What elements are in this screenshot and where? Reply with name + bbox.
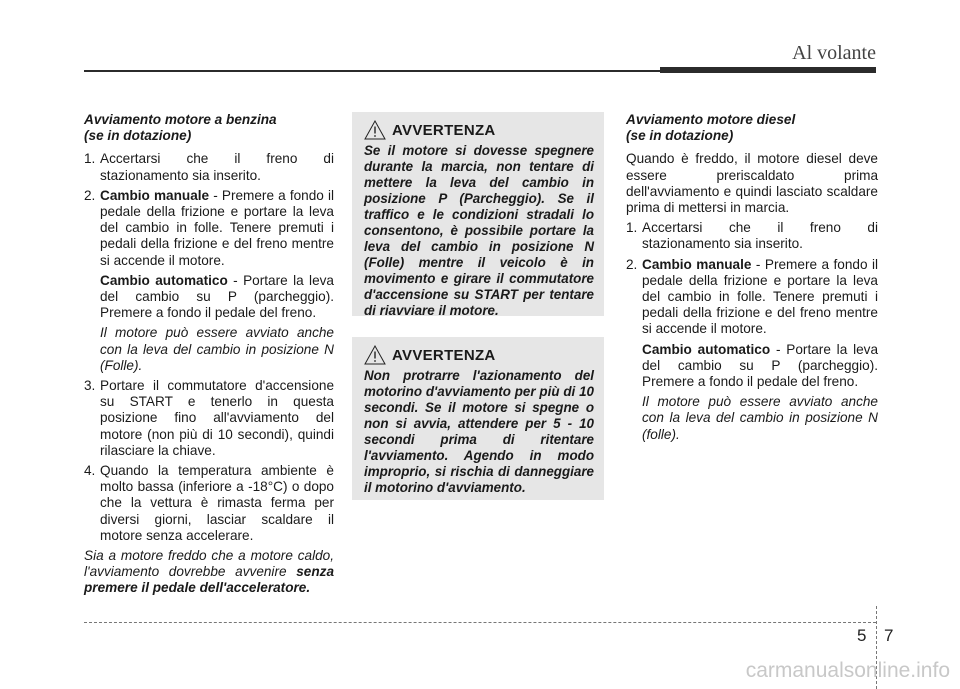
petrol-start-section bbox=[84, 112, 334, 601]
page-number: 7 bbox=[884, 626, 894, 645]
closing-note: Sia a motore freddo che a motore caldo, l'avviamento dovrebbe avvenire senza premere il pedale dell'acceleratore. bbox=[84, 548, 334, 596]
section-heading: Avviamento motore diesel (se in dotazione) bbox=[626, 112, 796, 144]
section-heading: Avviamento motore a benzina (se in dotazione) bbox=[84, 112, 277, 144]
warning-title: AVVERTENZA bbox=[392, 121, 496, 139]
step-item: 1. Accertarsi che il freno di stazionamento sia inserito. bbox=[84, 151, 334, 183]
step-item: 2. Cambio manuale - Premere a fondo il pedale della frizione e portare la leva del cambio in folle. Tenere premuti i pedali della frizione e del freno mentre si accende il motore. bbox=[84, 187, 334, 268]
step-item: 3. Portare il commutatore d'accensione su START e tenerlo in questa posizione fino all'avviamento del motore (non più di 10 secondi), quindi rilasciare la chiave. bbox=[84, 378, 334, 458]
step-item: 4. Quando la temperatura ambiente è molto bassa (inferiore a -18°C) o dopo che la vettura è rimasta ferma per diversi giorni, lasciar scaldare il motore senza accelerare. bbox=[84, 463, 334, 543]
neutral-note: Il motore può essere avviato anche con la leva del cambio in posizione N (folle). bbox=[642, 394, 878, 442]
warning-triangle-icon bbox=[364, 120, 386, 140]
warning-header bbox=[364, 345, 496, 365]
intro-paragraph: Quando è freddo, il motore diesel deve essere preriscaldato prima dell'avviamento e quindi lasciato scaldare prima di mettersi in marcia. bbox=[626, 151, 878, 216]
diesel-start-section bbox=[626, 112, 878, 447]
warning-box bbox=[352, 112, 604, 316]
step-item: 2. Cambio manuale - Premere a fondo il pedale della frizione e portare la leva del cambio in folle. Tenere premuti i pedali della frizione e del freno mentre si accende il motore. bbox=[626, 256, 879, 337]
warning-text: Non protrarre l'azionamento del motorino d'avviamento per più di 10 secondi. Se il motore si spegne o non si avvia, attendere per 5 - 10 secondi prima di ritentare l'avviamento. Agendo in modo improprio, si rischia di danneggiare il motorino d'avviamento. bbox=[364, 368, 594, 495]
warning-text: Se il motore si dovesse spegnere durante la marcia, non tentare di mettere la leva del cambio in posizione P (Parcheggio). Se il traffico e le condizioni stradali lo consentono, è possibile portare la leva del cambio in posizione N (Folle) mentre il veicolo è in movimento e girare il commutatore d'accensione su START per tentare di riavviare il motore. bbox=[364, 143, 594, 318]
chapter-number: 5 bbox=[857, 626, 867, 645]
warning-triangle-icon bbox=[364, 345, 386, 365]
footer-rule bbox=[84, 622, 876, 623]
page-header-title: Al volante bbox=[792, 42, 876, 64]
neutral-note: Il motore può essere avviato anche con la leva del cambio in posizione N (Folle). bbox=[100, 325, 334, 373]
step-item: 1. Accertarsi che il freno di stazionamento sia inserito. bbox=[626, 220, 878, 252]
warning-title: AVVERTENZA bbox=[392, 346, 496, 364]
header-rule-thick bbox=[660, 67, 876, 73]
header-rule bbox=[84, 70, 660, 72]
warning-header bbox=[364, 120, 496, 140]
warning-box bbox=[352, 337, 604, 500]
automatic-gearbox-note: Cambio automatico - Portare la leva del cambio su P (parcheggio). Premere a fondo il pedale del freno. bbox=[100, 272, 334, 321]
automatic-gearbox-note: Cambio automatico - Portare la leva del cambio su P (parcheggio). Premere a fondo il pedale del freno. bbox=[642, 341, 879, 390]
watermark: carmanualsonline.info bbox=[745, 659, 950, 682]
